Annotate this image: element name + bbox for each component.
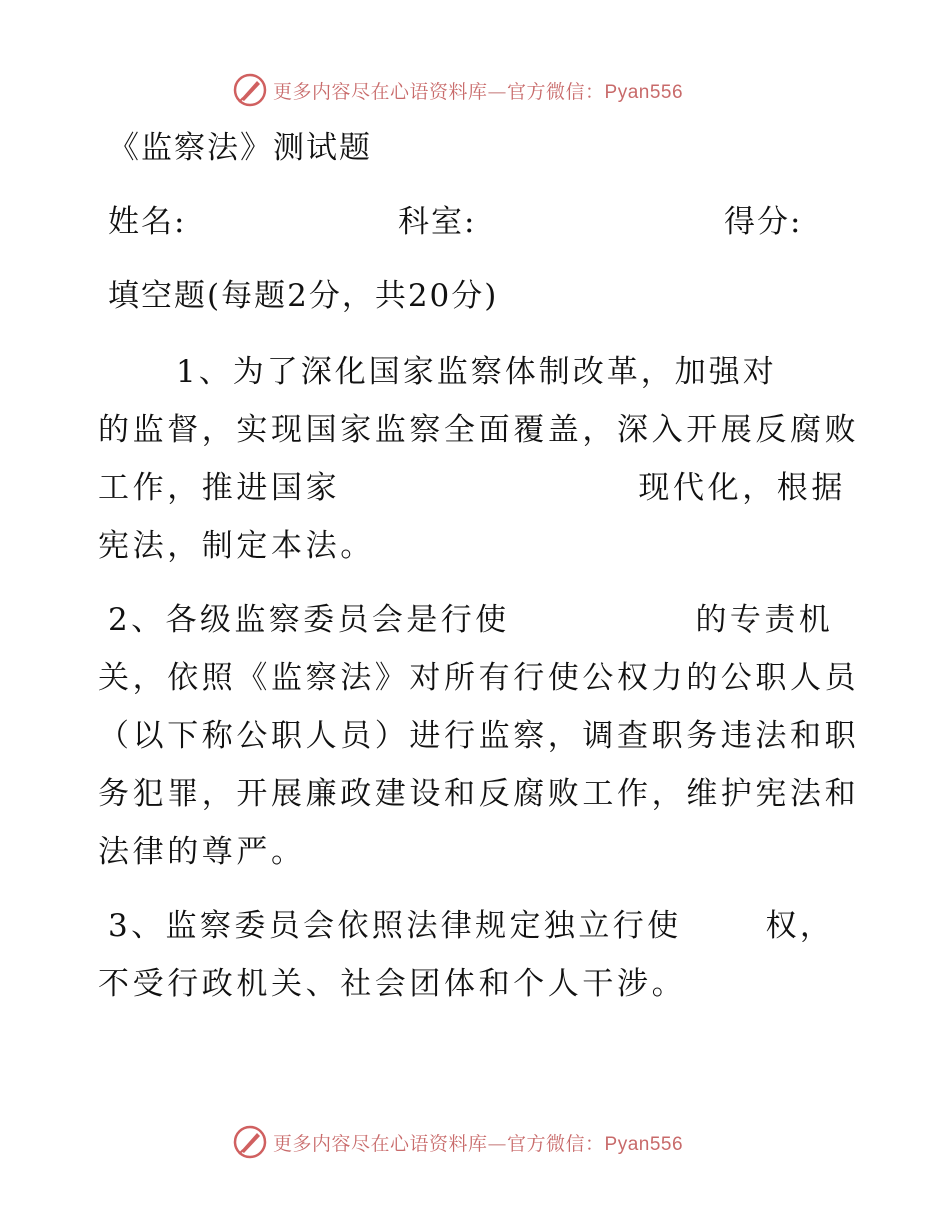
banner-text: 更多内容尽在心语资料库—官方微信：Pyan556 [273,80,684,103]
q3-line1 [108,906,834,946]
footer-banner [233,1124,683,1160]
q1-line3-start: 工作，推进国家 [98,470,341,506]
header-banner [233,72,683,108]
q2-line1-end: 的专责机 [695,602,834,638]
q1-line3-end: 现代化，根据 [638,470,846,506]
q3-line2: 不受行政机关、社会团体和个人干涉。 [98,966,687,1002]
quill-logo-icon [233,1125,267,1159]
score-label: 得分: [724,204,803,240]
q2-line1 [108,600,833,640]
q2-line3: （以下称公职人员）进行监察，调查职务违法和职 [98,718,860,754]
dept-label: 科室: [398,204,477,240]
section-heading: 填空题(每题2分，共20分) [108,278,499,314]
q1-line3 [98,468,846,508]
q2-line4: 务犯罪，开展廉政建设和反腐败工作，维护宪法和 [98,776,860,812]
q3-line1-start: 3、监察委员会依照法律规定独立行使 [108,908,682,944]
banner-text: 更多内容尽在心语资料库—官方微信：Pyan556 [273,1132,684,1155]
q1-line1: 1、为了深化国家监察体制改革，加强对 [176,354,777,390]
page-title: 《监察法》测试题 [108,130,372,166]
q3-line1-end: 权， [765,908,835,944]
q1-line2: 的监督，实现国家监察全面覆盖，深入开展反腐败 [98,412,860,448]
quill-logo-icon [233,73,267,107]
q1-line4: 宪法，制定本法。 [98,528,375,564]
q2-line5: 法律的尊严。 [98,834,306,870]
q2-line2: 关，依照《监察法》对所有行使公权力的公职人员 [98,660,860,696]
q2-line1-start: 2、各级监察委员会是行使 [108,602,510,638]
name-label: 姓名: [108,204,187,240]
